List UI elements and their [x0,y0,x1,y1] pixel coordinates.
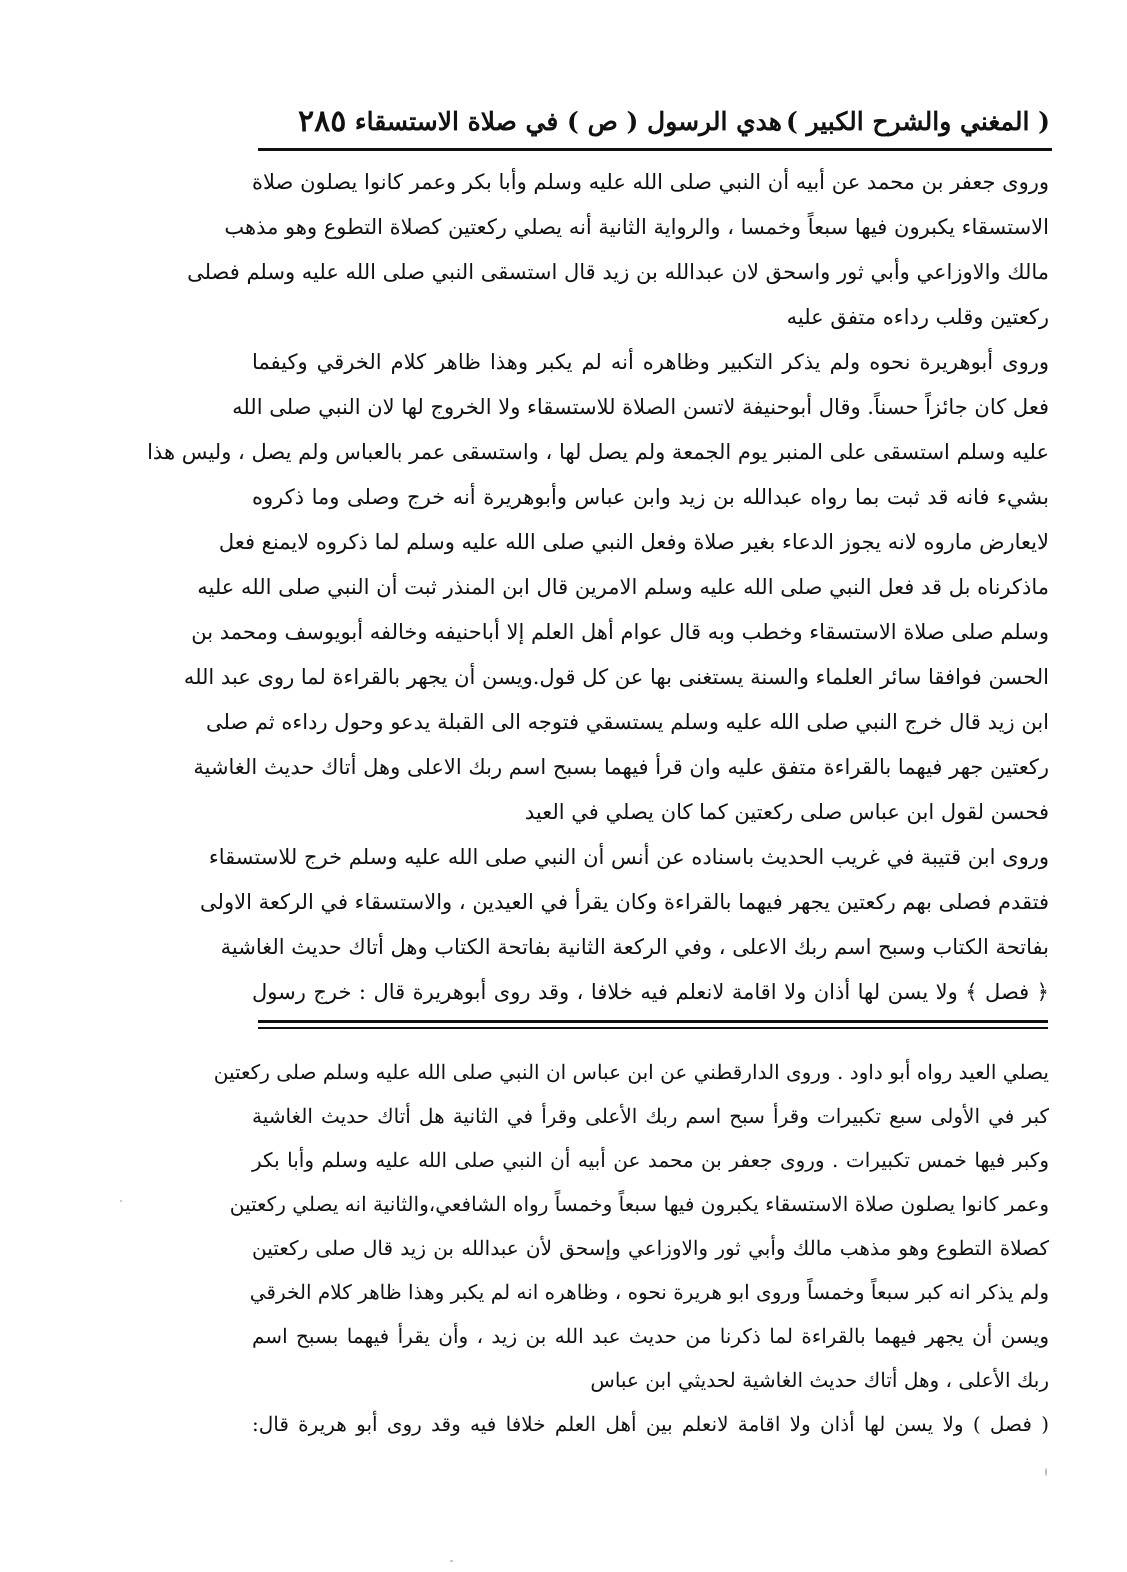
scan-speck [120,1200,122,1202]
note-line: ويسن أن يجهر فيهما بالقراءة لما ذكرنا من حديث عبد الله بن زيد ، وأن يقرأ فيهما بسبح اسم [252,1324,1049,1348]
separator-rule-bottom [258,1027,1048,1029]
text-line: ابن زيد قال خرج النبي صلى الله عليه وسلم يستسقي فتوجه الى القبلة يدعو وحول رداءه ثم صلى [205,710,1049,734]
commentary-text [213,1050,1049,1446]
text-line: فعل كان جائزاً حسناً. وقال أبوحنيفة لاتسن الصلاة للاستسقاء ولا الخروج لها لان النبي صلى الله [232,395,1049,419]
note-line: يصلي العيد رواه أبو داود . وروى الدارقطني عن ابن عباس ان النبي صلى الله عليه وسلم صلى ركعتين [213,1060,1049,1084]
text-line: ركعتين جهر فيهما بالقراءة متفق عليه وان قرأ فيهما بسبح اسم ربك الاعلى وهل أتاك حديث الغاشية [193,755,1049,779]
text-line: وروى ابن قتيبة في غريب الحديث باسناده عن أنس أن النبي صلى الله عليه وسلم خرج للاستسقاء [208,845,1049,869]
header-book-title: ( المغني والشرح الكبير ) [785,107,1050,136]
note-line: ( فصل ) ولا يسن لها أذان ولا اقامة لانعلم بين أهل العلم خلافا فيه وقد روى أبو هريرة قال: [252,1412,1049,1436]
text-line: وسلم صلى صلاة الاستسقاء وخطب وبه قال عوام أهل العلم إلا أباحنيفه وخالفه أبويوسف ومحمد بن [191,620,1049,644]
text-line: فتقدم فصلى بهم ركعتين يجهر فيهما بالقراءة وكان يقرأ في العيدين ، والاستسقاء في الركعة الاولى [200,890,1049,914]
text-line: الاستسقاء يكبرون فيها سبعاً وخمسا ، والرواية الثانية أنه يصلي ركعتين كصلاة التطوع وهو مذهب [224,215,1049,239]
text-line: لايعارض ماروه لانه يجوز الدعاء بغير صلاة وفعل النبي صلى الله عليه وسلم لما ذكروه لايمنع فعل [218,530,1049,554]
scan-speck [1045,1468,1047,1476]
separator-rule-top [258,1020,1048,1023]
text-line: ركعتين وقلب رداءه متفق عليه [786,305,1049,329]
main-text [147,160,1049,1015]
scan-speck [450,1560,453,1562]
text-line: فحسن لقول ابن عباس صلى ركعتين كما كان يصلي في العيد [524,800,1049,824]
note-line: كصلاة التطوع وهو مذهب مالك وأبي ثور والاوزاعي وإسحق لأن عبدالله بن زيد قال صلى ركعتين [252,1236,1049,1260]
double-rule-separator [258,1020,1048,1032]
header-rule [258,148,1052,151]
text-line: عليه وسلم استسقى على المنبر يوم الجمعة ولم يصل لها ، واستسقى عمر بالعباس ولم يصل ، وليس هذا [147,440,1049,464]
note-line: كبر في الأولى سبع تكبيرات وقرأ سبح اسم ربك الأعلى وقرأ في الثانية هل أتاك حديث الغاشية [252,1104,1049,1128]
text-line: ماذكرناه بل قد فعل النبي صلى الله عليه وسلم الامرين قال ابن المنذر ثبت أن النبي صلى الله عليه [197,575,1049,599]
header-chapter-title: هدي الرسول ( ص ) في صلاة الاستسقاء [354,107,782,136]
text-line: بشيء فانه قد ثبت بما رواه عبدالله بن زيد وابن عباس وأبوهريرة أنه خرج وصلى وما ذكروه [252,485,1049,509]
text-line: مالك والاوزاعي وأبي ثور واسحق لان عبدالله بن زيد قال استسقى النبي صلى الله عليه وسلم فصلى [187,260,1049,284]
text-line: الحسن فوافقا سائر العلماء والسنة يستغنى بها عن كل قول.ويسن أن يجهر بالقراءة لما روى عبد الله [183,665,1049,689]
running-header [258,100,1050,144]
note-line: وكبر فيها خمس تكبيرات . وروى جعفر بن محمد عن أبيه أن النبي صلى الله عليه وسلم وأبا بكر [252,1148,1049,1172]
text-line: وروى جعفر بن محمد عن أبيه أن النبي صلى الله عليه وسلم وأبا بكر وعمر كانوا يصلون صلاة [252,170,1049,194]
note-line: ربك الأعلى ، وهل أتاك حديث الغاشية لحديثي ابن عباس [590,1368,1049,1392]
text-line: وروى أبوهريرة نحوه ولم يذكر التكبير وظاهره أنه لم يكبر وهذا ظاهر كلام الخرقي وكيفما [252,350,1049,374]
note-line: ولم يذكر انه كبر سبعاً وخمساً وروى ابو هريرة نحوه ، وظاهره انه لم يكبر وهذا ظاهر كلام الخرقي [249,1280,1049,1304]
page-number: ٢٨٥ [298,104,347,139]
text-line: بفاتحة الكتاب وسبح اسم ربك الاعلى ، وفي الركعة الثانية بفاتحة الكتاب وهل أتاك حديث الغاشية [220,935,1049,959]
note-line: وعمر كانوا يصلون صلاة الاستسقاء يكبرون فيها سبعاً وخمساً رواه الشافعي،والثانية انه يصلي ركعتين [229,1192,1049,1216]
text-line: ﴿ فصل ﴾ ولا يسن لها أذان ولا اقامة لانعلم فيه خلافا ، وقد روى أبوهريرة قال : خرج رسول [252,980,1049,1004]
